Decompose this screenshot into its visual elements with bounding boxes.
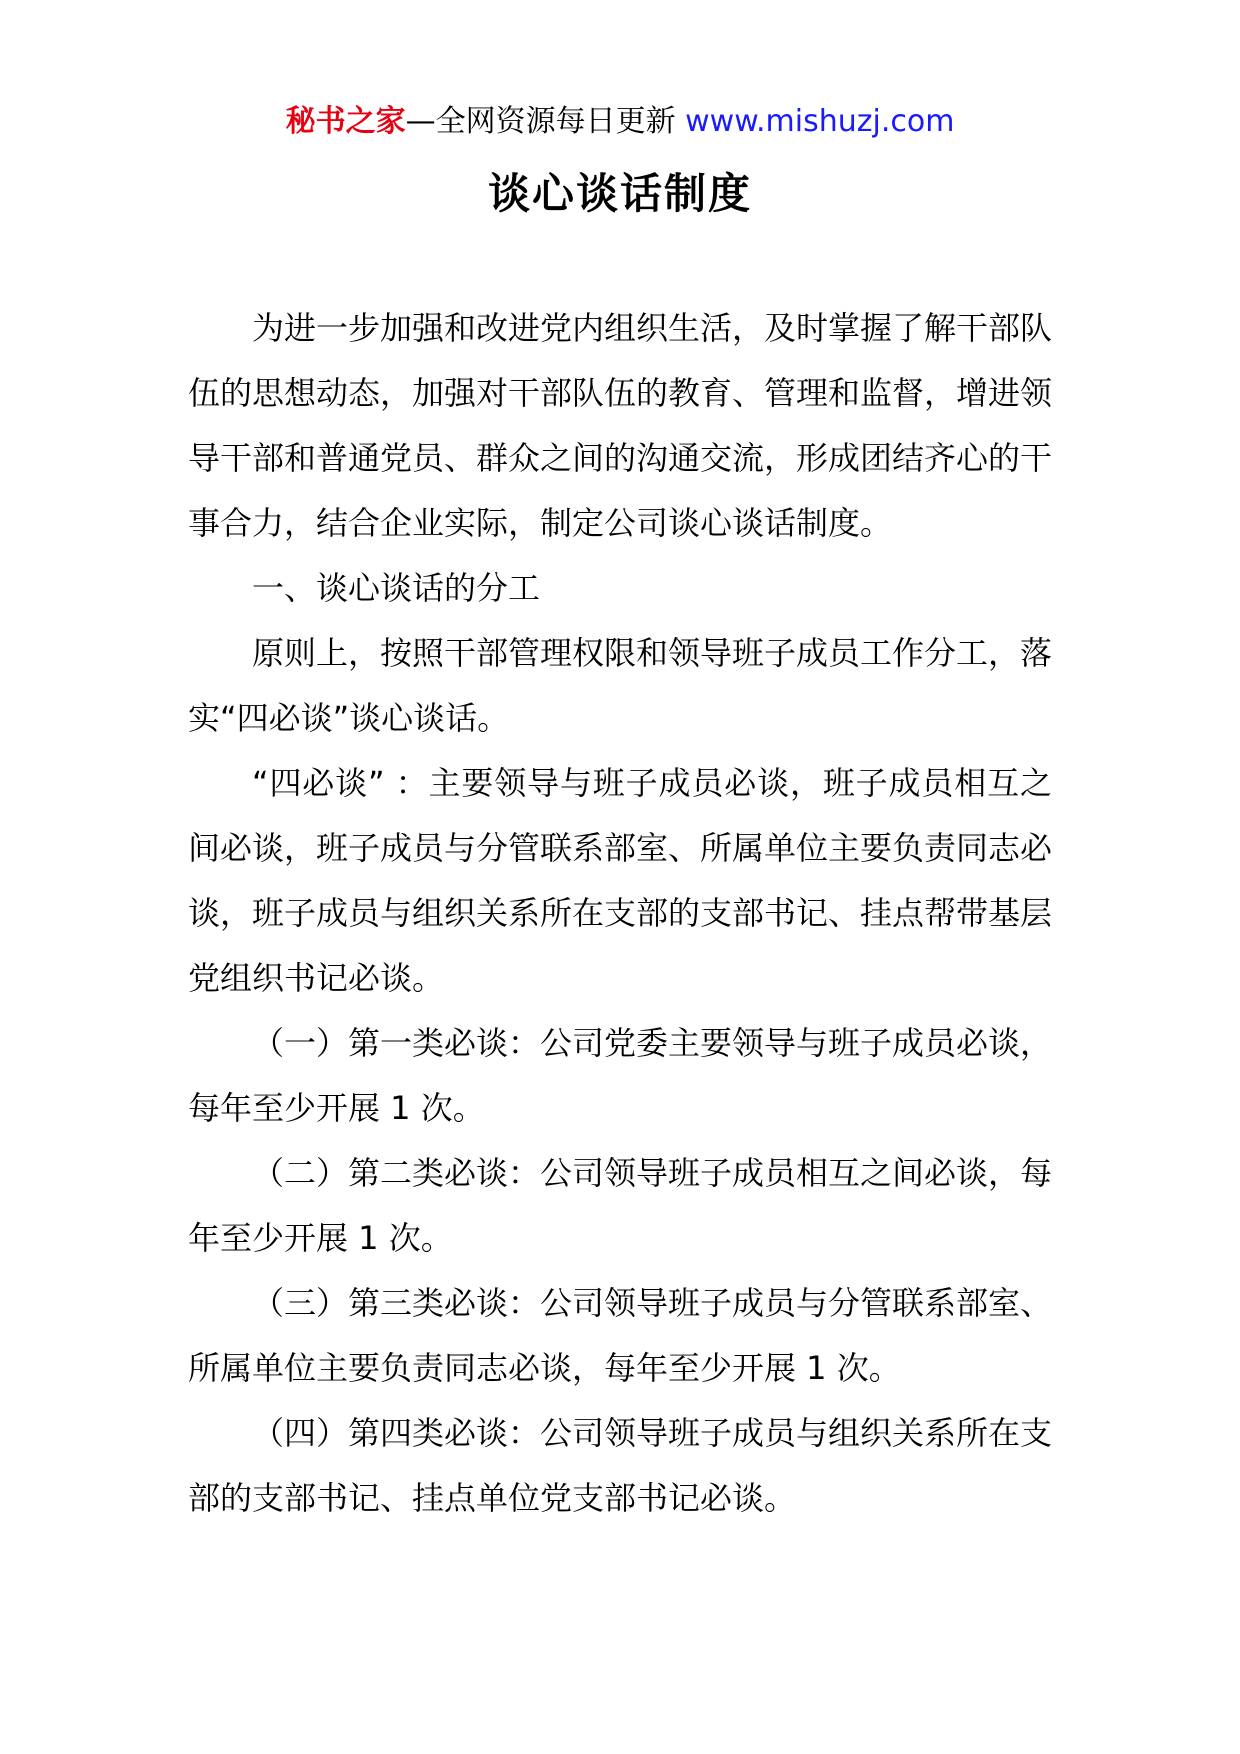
paragraph-intro: 为进一步加强和改进党内组织生活，及时掌握了解干部队伍的思想动态，加强对干部队伍的教育、管理和监督，增进领导干部和普通党员、群众之间的沟通交流，形成团结齐心的干事合力，结合企业实际，制定公司谈心谈话制度。 — [188, 309, 1053, 542]
paragraph-category-1: （一）第一类必谈：公司党委主要领导与班子成员必谈，每年至少开展 1 次。 — [188, 1024, 1053, 1127]
site-brand: 秘书之家 — [285, 104, 406, 139]
section-heading-1: 一、谈心谈话的分工 — [252, 569, 541, 607]
site-url-link[interactable]: www.mishuzj.com — [685, 104, 955, 139]
paragraph-category-2: （二）第二类必谈：公司领导班子成员相互之间必谈，每年至少开展 1 次。 — [188, 1154, 1053, 1257]
paragraph-category-3: （三）第三类必谈：公司领导班子成员与分管联系部室、所属单位主要负责同志必谈，每年至少开展 1 次。 — [188, 1284, 1053, 1387]
site-header-banner — [0, 100, 1240, 144]
document-body — [188, 296, 1052, 1531]
paragraph-four-talks: “四必谈” ：主要领导与班子成员必谈，班子成员相互之间必谈，班子成员与分管联系部室、所属单位主要负责同志必谈，班子成员与组织关系所在支部的支部书记、挂点帮带基层党组织书记必谈。 — [188, 764, 1053, 997]
paragraph-principle: 原则上，按照干部管理权限和领导班子成员工作分工，落实“四必谈”谈心谈话。 — [188, 634, 1053, 737]
document-title: 谈心谈话制度 — [487, 169, 752, 218]
paragraph-category-4: （四）第四类必谈：公司领导班子成员与组织关系所在支部的支部书记、挂点单位党支部书记必谈。 — [188, 1414, 1053, 1517]
site-tagline: —全网资源每日更新 — [405, 104, 686, 139]
